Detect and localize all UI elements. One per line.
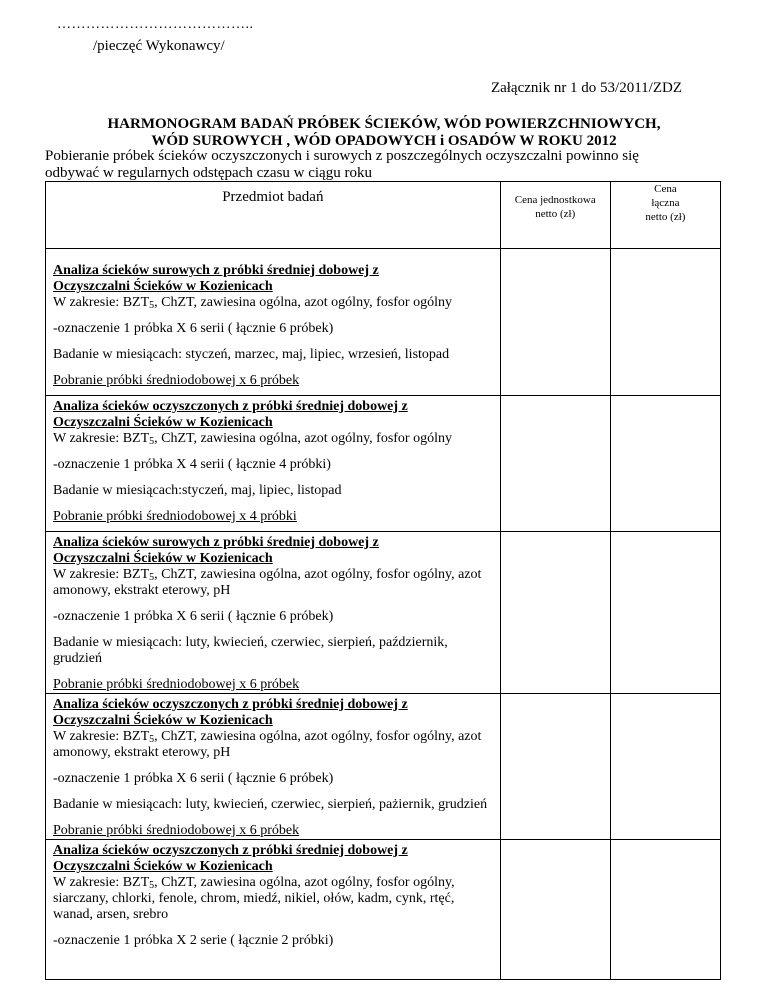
table-row (46, 249, 721, 396)
analysis-scope: W zakresie: $BZT_5$, ChZT, zawiesina ogólna, azot ogólny, fosfor ogólny, azot amonowy, ekstrakt eterowy, pH (53, 729, 482, 760)
header-total-price (610, 182, 720, 249)
subject-cell (46, 396, 501, 532)
stamp-label: /pieczęć Wykonawcy/ (93, 38, 225, 54)
analysis-scope: W zakresie: $BZT_5$, ChZT, zawiesina ogólna, azot ogólny, fosfor ogólny (53, 295, 452, 311)
analysis-months: Badanie w miesiącach: styczeń, marzec, maj, lipiec, wrzesień, listopad (53, 347, 450, 362)
total-price-cell[interactable] (610, 840, 720, 980)
analysis-scope: W zakresie: $BZT_5$, ChZT, zawiesina ogólna, azot ogólny, fosfor ogólny, azot amonowy, ekstrakt eterowy, pH (53, 567, 482, 598)
table-row (46, 694, 721, 840)
analysis-marking: -oznaczenie 1 próbka X 6 serii ( łącznie 6 próbek) (53, 771, 334, 786)
analysis-heading: Analiza ścieków surowych z próbki średniej dobowej z Oczyszczalni Ścieków w Kozienicach (53, 535, 379, 566)
sampling-note: Pobranie próbki średniodobowej x 6 próbek (53, 373, 300, 388)
total-price-cell[interactable] (610, 249, 720, 396)
analysis-marking: -oznaczenie 1 próbka X 2 serie ( łącznie 2 próbki) (53, 933, 334, 948)
analysis-heading: Analiza ścieków oczyszczonych z próbki średniej dobowej z Oczyszczalni Ścieków w Kozienicach (53, 697, 408, 728)
subject-cell (46, 249, 501, 396)
unit-price-cell[interactable] (500, 249, 610, 396)
header-unit-price (500, 182, 610, 249)
title-line-1: HARMONOGRAM BADAŃ PRÓBEK ŚCIEKÓW, WÓD POWIERZCHNIOWYCH, (107, 116, 661, 132)
unit-price-cell[interactable] (500, 840, 610, 980)
subject-cell (46, 840, 501, 980)
analysis-heading: Analiza ścieków surowych z próbki średniej dobowej z Oczyszczalni Ścieków w Kozienicach (53, 263, 379, 294)
analysis-scope: W zakresie: $BZT_5$, ChZT, zawiesina ogólna, azot ogólny, fosfor ogólny (53, 431, 452, 447)
subject-cell (46, 694, 501, 840)
header-unit-price-line-2: netto (zł) (535, 208, 576, 220)
analysis-heading: Analiza ścieków oczyszczonych z próbki średniej dobowej z Oczyszczalni Ścieków w Kozienicach (53, 399, 408, 430)
analysis-months: Badanie w miesiącach:styczeń, maj, lipiec, listopad (53, 483, 342, 498)
total-price-cell[interactable] (610, 396, 720, 532)
sampling-note: Pobranie próbki średniodobowej x 6 próbek (53, 823, 300, 838)
table-row (46, 840, 721, 980)
schedule-table (45, 181, 721, 980)
intro-line-2: odbywać w regularnych odstępach czasu w ciągu roku (45, 165, 372, 181)
analysis-heading: Analiza ścieków oczyszczonych z próbki średniej dobowej z Oczyszczalni Ścieków w Kozienicach (53, 843, 408, 874)
table-header-row (46, 182, 721, 249)
total-price-cell[interactable] (610, 532, 720, 694)
header-subject: Przedmiot badań (46, 182, 501, 249)
intro-line-1: Pobieranie próbek ścieków oczyszczonych i surowych z poszczególnych oczyszczalni powinno się (45, 148, 639, 164)
analysis-months: Badanie w miesiącach: luty, kwiecień, czerwiec, sierpień, październik, grudzień (53, 635, 448, 666)
document-title (0, 116, 768, 150)
analysis-marking: -oznaczenie 1 próbka X 6 serii ( łącznie 6 próbek) (53, 609, 334, 624)
unit-price-cell[interactable] (500, 396, 610, 532)
header-total-price-line-2: łączna (651, 197, 680, 209)
annex-reference: Załącznik nr 1 do 53/2011/ZDZ (490, 80, 682, 96)
analysis-marking: -oznaczenie 1 próbka X 4 serii ( łącznie 4 próbki) (53, 457, 331, 472)
total-price-cell[interactable] (610, 694, 720, 840)
unit-price-cell[interactable] (500, 694, 610, 840)
title-line-2: WÓD SUROWYCH , WÓD OPADOWYCH i OSADÓW W ROKU 2012 (151, 133, 617, 149)
table-row (46, 396, 721, 532)
analysis-months: Badanie w miesiącach: luty, kwiecień, czerwiec, sierpień, pażiernik, grudzień (53, 797, 488, 812)
unit-price-cell[interactable] (500, 532, 610, 694)
analysis-marking: -oznaczenie 1 próbka X 6 serii ( łącznie 6 próbek) (53, 321, 334, 336)
intro-paragraph (45, 148, 701, 182)
table-row (46, 532, 721, 694)
header-total-price-line-1: Cena (654, 183, 677, 195)
analysis-scope: W zakresie: $BZT_5$, ChZT, zawiesina ogólna, azot ogólny, fosfor ogólny, siarczany, chlorki, fenole, chrom, miedź, nikiel, ołów, kadm, cynk, rtęć, wanad, arsen, srebro (53, 875, 455, 922)
header-total-price-line-3: netto (zł) (645, 211, 686, 223)
sampling-note: Pobranie próbki średniodobowej x 4 próbki (53, 509, 297, 524)
sampling-note: Pobranie próbki średniodobowej x 6 próbek (53, 677, 300, 692)
subject-cell (46, 532, 501, 694)
header-unit-price-line-1: Cena jednostkowa (514, 194, 596, 206)
stamp-dotted-line: ………………………………….. (57, 17, 254, 32)
